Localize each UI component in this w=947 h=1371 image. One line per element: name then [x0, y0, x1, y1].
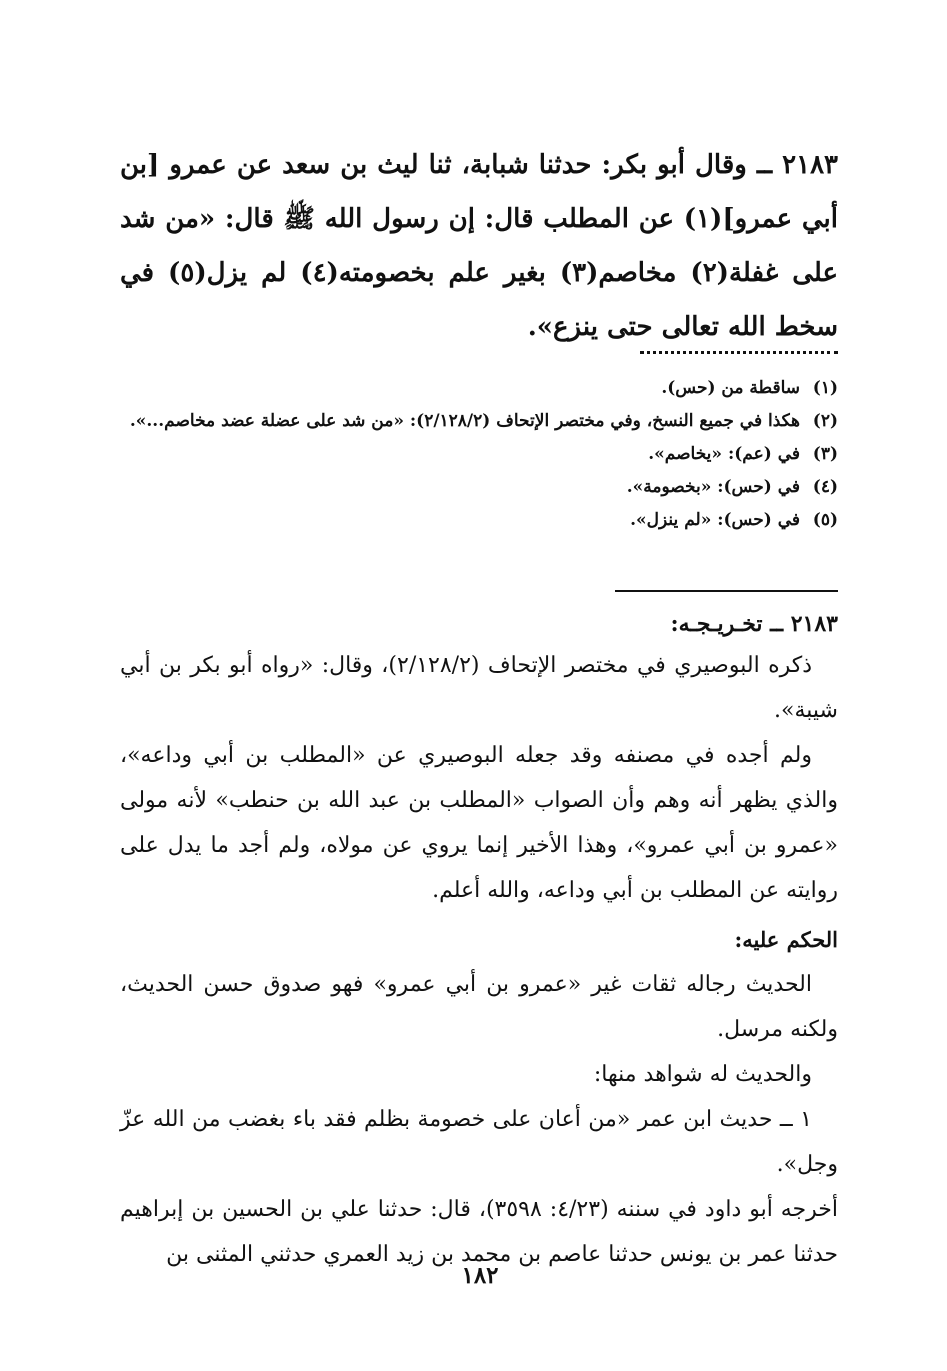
- section-divider: [615, 590, 838, 592]
- hukm-paragraph-1: الحديث رجاله ثقات غير «عمرو بن أبي عمرو» فهو صدوق حسن الحديث، ولكنه مرسل.: [120, 972, 838, 1042]
- footnote-3: [120, 438, 838, 471]
- footnote-number: (٣): [812, 444, 838, 464]
- page-number: ١٨٢: [461, 1262, 499, 1289]
- footnote-text: في (حس): «بخصومة».: [626, 477, 800, 497]
- footnote-separator-dots: [640, 341, 838, 354]
- takhrij-paragraph-1: ذكره البوصيري في مختصر الإتحاف (٢/١٢٨/٢)، وقال: «رواه أبو بكر بن أبي شيبة».: [120, 653, 838, 723]
- footnote-text: في (عم): «يخاصم».: [648, 444, 800, 464]
- hadith-text: ٢١٨٣ ــ وقال أبو بكر: حدثنا شبابة، ثنا ليث بن سعد عن عمرو [بن أبي عمرو](١) عن المطلب قال: إن رسول الله ﷺ قال: «من شد على غفلة(٢) مخاصم(٣) بغير علم بخصومته(٤) لم يزل(٥) في سخط الله تعالى حتى ينزع».: [120, 150, 839, 342]
- footnote-number: (٥): [812, 510, 838, 530]
- footnote-text: ساقطة من (حس).: [661, 378, 800, 398]
- hukm-paragraph-2: والحديث له شواهد منها:: [593, 1062, 812, 1087]
- commentary-body: [120, 643, 838, 1277]
- hukm-paragraph-3: ١ ــ حديث ابن عمر «من أعان على خصومة بظلم فقد باء بغضب من الله عزّ وجل».: [120, 1107, 838, 1177]
- footnote-5: [120, 504, 838, 537]
- footnote-text: في (حس): «لم ينزل».: [630, 510, 800, 530]
- footnote-number: (١): [812, 378, 838, 398]
- hukm-heading: الحكم عليه:: [734, 927, 838, 952]
- footnote-1: [120, 372, 838, 405]
- footnotes: [120, 372, 838, 537]
- footnote-number: (٤): [812, 477, 838, 497]
- takhrij-heading: ٢١٨٣ ــ تخـريـجـه:: [670, 611, 838, 637]
- takhrij-paragraph-2: ولم أجده في مصنفه وقد جعله البوصيري عن «المطلب بن أبي وداعه»، والذي يظهر أنه وهم وأن الصواب «المطلب بن عبد الله بن حنطب» لأنه مولى «عمرو بن أبي عمرو»، وهذا الأخير إنما يروي عن مولاه، ولم أجد ما يدل على روايته عن المطلب بن أبي وداعه، والله أعلم.: [120, 743, 838, 903]
- footnote-text: هكذا في جميع النسخ، وفي مختصر الإتحاف (٢/١٢٨/٢): «من شد على عضلة عضد مخاصم...».: [129, 411, 800, 431]
- footnote-number: (٢): [812, 411, 838, 431]
- hukm-paragraph-4: أخرجه أبو داود في سننه (٤/٢٣: ٣٥٩٨)، قال: حدثنا علي بن الحسين بن إبراهيم حدثنا عمر بن يونس حدثنا عاصم بن محمد بن زيد العمري حدثني المثنى بن: [120, 1197, 839, 1267]
- footnote-2: [120, 405, 838, 438]
- footnote-4: [120, 471, 838, 504]
